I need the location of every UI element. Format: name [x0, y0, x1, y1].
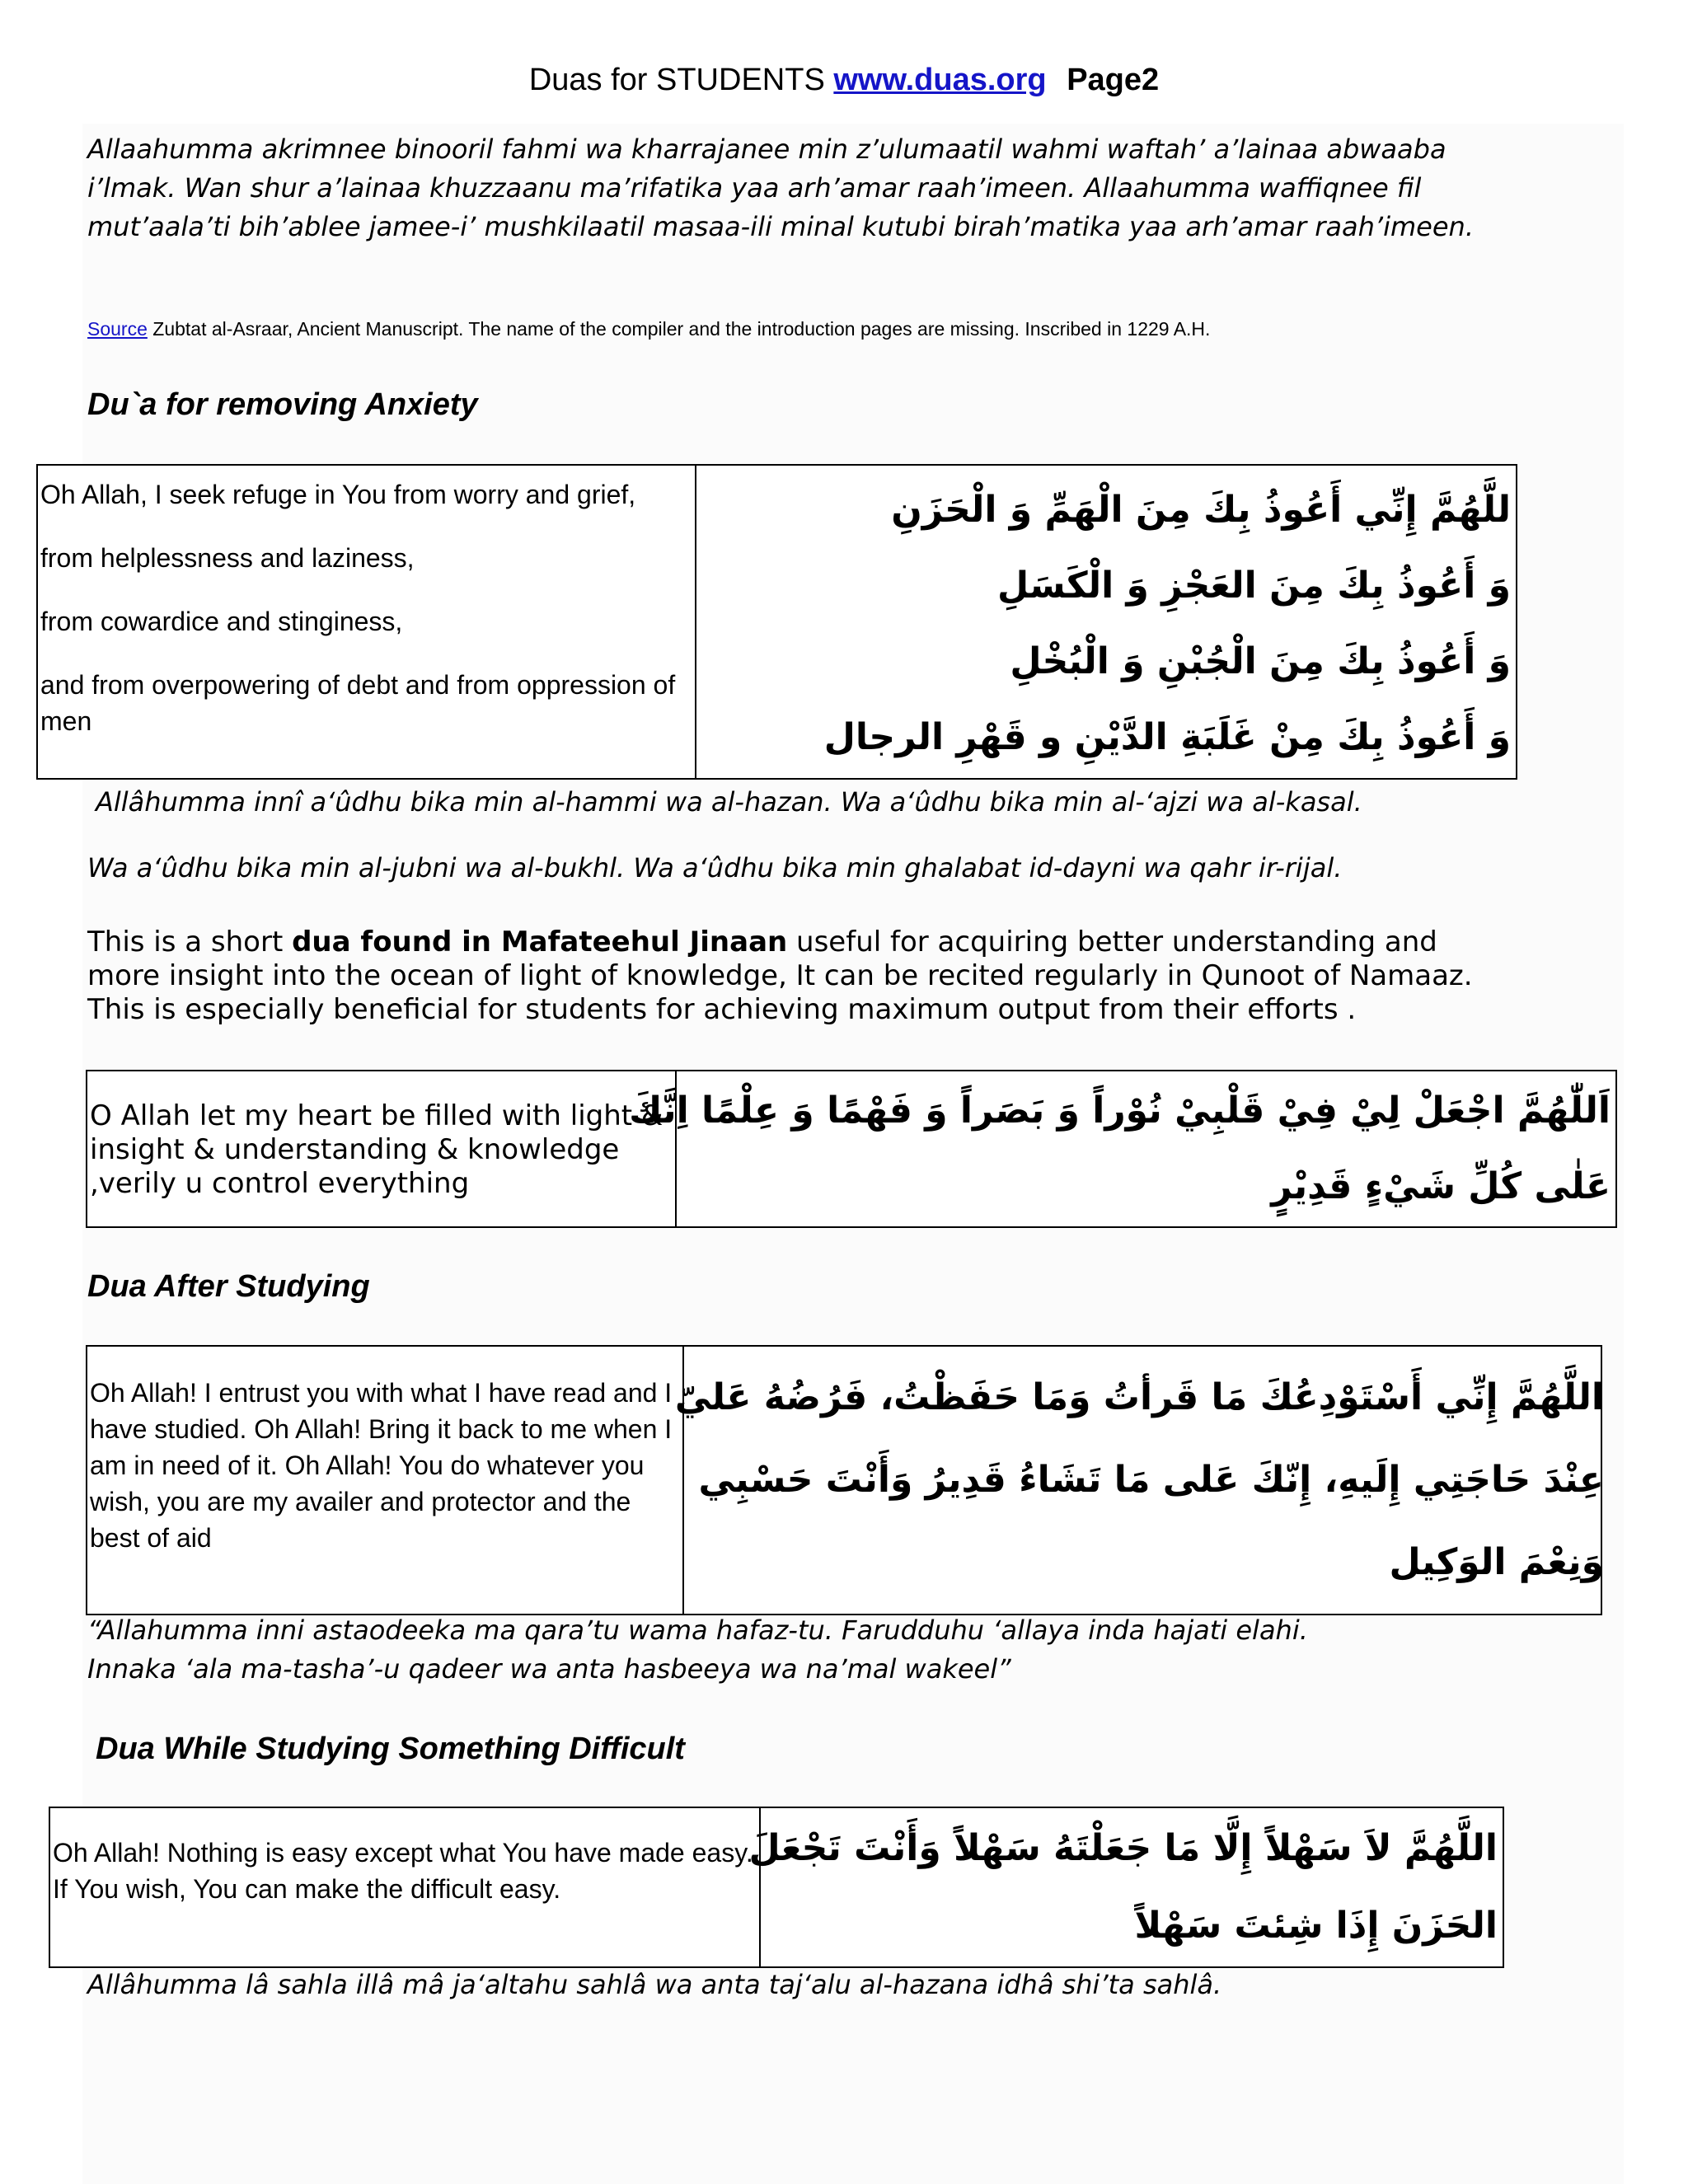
anxiety-arabic-line-4: وَ أَعُوذُ بِكَ مِنْ غَلَبَةِ الدَّيْنِ و قَهْرِ الرجال: [823, 716, 1511, 758]
difficult-heading: Dua While Studying Something Difficult: [96, 1732, 685, 1766]
after-studying-arabic-line-1: اللَّهُمَّ إِنِّي أَسْتَوْدِعُكَ مَا قَرأتُ وَمَا حَفَظْتُ، فَرُضُهُ عَليّ: [674, 1376, 1604, 1418]
after-studying-dua-table: [86, 1345, 1602, 1615]
after-studying-transliteration-1: “Allahumma inni astaodeeka ma qara’tu wama hafaz-tu. Farudduhu ‘allaya inda hajati elahi.: [87, 1615, 1308, 1646]
difficult-arabic-line-2: الحَزَنَ إِذَا شِئتَ سَهْلاً: [1134, 1905, 1498, 1947]
page-title: Duas for STUDENTS: [528, 63, 825, 97]
anxiety-arabic-cell: [707, 472, 1511, 776]
anxiety-transliteration-1: Allâhumma innî a‘ûdhu bika min al-hammi wa al-hazan. Wa a‘ûdhu bika min al-‘ajzi wa al-kasal.: [96, 786, 1362, 818]
anxiety-english-line-2: from helplessness and laziness,: [40, 543, 415, 573]
anxiety-english-line-3: from cowardice and stinginess,: [40, 607, 403, 636]
source-link[interactable]: Source: [87, 318, 148, 340]
difficult-transliteration: Allâhumma lâ sahla illâ mâ ja‘altahu sahlâ wa anta taj‘alu al-hazana idhâ shi’ta sahlâ.: [87, 1969, 1222, 2000]
after-studying-english-cell: Oh Allah! I entrust you with what I have read and I have studied. Oh Allah! Bring it back to me when I am in need of it. Oh Allah! You do whatever you wish, you are my availer and protector and the best of aid: [90, 1378, 673, 1553]
page-number: Page2: [1067, 63, 1160, 97]
mafateeh-arabic-line-1: اَللّٰهُمَّ اجْعَلْ لِيْ فِيْ قَلْبِيْ نُوْراً وَ بَصَراً وَ فَهْمًا وَ عِلْمًا اِنَّكَ: [629, 1090, 1611, 1132]
anxiety-arabic-line-1: للَّهُمَّ إِنِّي أَعُوذُ بِكَ مِنَ الْهَمِّ وَ الْحَزَنِ: [891, 489, 1511, 531]
difficult-dua-table: [49, 1807, 1504, 1968]
mafateeh-arabic-cell: [629, 1073, 1611, 1225]
para-text-before: This is a short: [87, 926, 293, 958]
intro-transliteration: Allaahumma akrimnee binooril fahmi wa kharrajanee min z’ulumaatil wahmi waftah’ a’lainaa abwaaba i’lmak. Wan shur a’lainaa khuzzaanu ma’rifatika yaa arh’amar raah’imeen. Allaahumma waffiqnee fil mut’aala’ti bih’ablee jamee-i’ mushkilaatil masaa-ili minal kutubi birah’matika yaa arh’amar raah’imeen.: [87, 134, 1474, 242]
anxiety-english-line-1: Oh Allah, I seek refuge in You from worry and grief,: [40, 480, 636, 509]
difficult-english-cell: Oh Allah! Nothing is easy except what You have made easy. If You wish, You can make the difficult easy.: [53, 1838, 753, 1904]
after-studying-arabic-cell: [674, 1357, 1604, 1604]
difficult-arabic-line-1: اللَّهُمَّ لاَ سَهْلاً إِلَّا مَا جَعَلْتَهُ سَهْلاً وَأَنْتَ تَجْعَلَ: [748, 1827, 1498, 1869]
after-studying-arabic-line-2: عِنْدَ حَاجَتِي إِلَيهِ، إِنّكَ عَلى مَا تَشَاءُ قَدِيرُ وَأَنْتَ حَسْبِي: [698, 1459, 1604, 1501]
anxiety-transliteration-2: Wa a‘ûdhu bika min al-jubni wa al-bukhl. Wa a‘ûdhu bika min ghalabat id-dayni wa qahr ir-rijal.: [87, 852, 1343, 883]
mafateeh-english-cell: O Allah let my heart be filled with light & insight & understanding & knowledge ,verily u control everything: [90, 1099, 663, 1200]
anxiety-arabic-line-3: وَ أَعُوذُ بِكَ مِنَ الْجُبْنِ وَ الْبُخْلِ: [1010, 640, 1511, 682]
after-studying-transliteration-2: Innaka ‘ala ma-tasha’-u qadeer wa anta hasbeeya wa na’mal wakeel”: [87, 1653, 1011, 1685]
anxiety-heading: Du`a for removing Anxiety: [87, 387, 478, 422]
para-text-after: useful for acquiring better understanding and more insight into the ocean of light of knowledge, It can be recited regularly in Qunoot of Namaaz. This is especially beneficial for students for achieving maximum output from their efforts .: [87, 926, 1473, 1026]
after-studying-heading: Dua After Studying: [87, 1269, 370, 1304]
source-text: Zubtat al-Asraar, Ancient Manuscript. The name of the compiler and the introduction pages are missing. Inscribed in 1229 A.H.: [152, 318, 1211, 340]
mafateeh-arabic-line-2: عَلٰى كُلِّ شَيْءٍ قَدِيْرٍ: [1271, 1165, 1611, 1207]
mafateeh-dua-table: [86, 1070, 1617, 1228]
page-header: [0, 59, 1688, 101]
mafateeh-paragraph: [87, 926, 1505, 1027]
anxiety-english-cell: [40, 476, 692, 766]
difficult-arabic-cell: [748, 1810, 1498, 1965]
anxiety-arabic-line-2: وَ أَعُوذُ بِكَ مِنَ العَجْزِ وَ الْكَسَلِ: [996, 565, 1511, 607]
source-line: [87, 316, 1210, 341]
duas-org-link[interactable]: www.duas.org: [833, 63, 1047, 97]
para-bold-text: dua found in Mafateehul Jinaan: [292, 926, 788, 958]
anxiety-english-line-4: and from overpowering of debt and from oppression of men: [40, 670, 676, 736]
after-studying-arabic-line-3: وَنِعْمَ الوَكِيل: [1389, 1541, 1604, 1583]
table-divider: [695, 466, 696, 778]
anxiety-dua-table: [36, 464, 1517, 780]
